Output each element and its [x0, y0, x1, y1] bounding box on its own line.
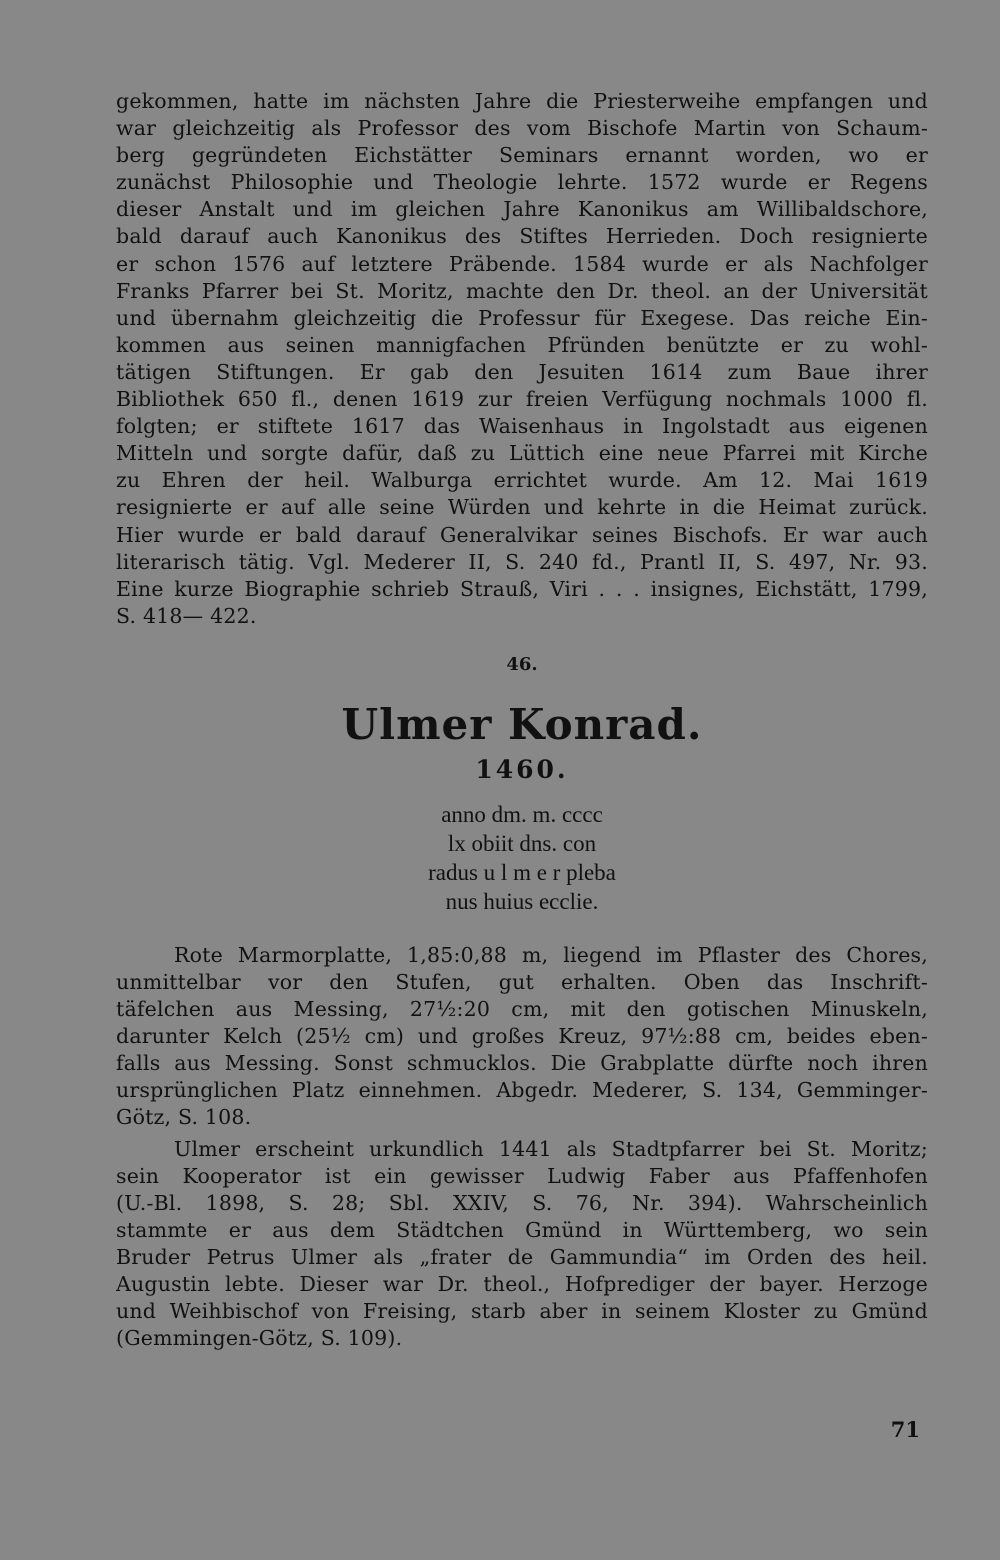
text-line: zunächst Philosophie und Theologie lehrte. 1572 wurde er Regens: [116, 170, 928, 195]
text-line: Eine kurze Biographie schrieb Strauß, Viri . . . insignes, Eichstätt, 1799,: [116, 576, 928, 601]
text-line: sein Kooperator ist ein gewisser Ludwig Faber aus Pfaffenhofen: [116, 1163, 928, 1188]
text-line: Mitteln und sorgte dafür, daß zu Lüttich eine neue Pfarrei mit Kirche: [116, 441, 928, 466]
text-line: Bruder Petrus Ulmer als „frater de Gammundia“ im Orden des heil.: [116, 1244, 928, 1269]
text-line: resignierte er auf alle seine Würden und kehrte in die Heimat zurück.: [116, 495, 928, 520]
text-line: Augustin lebte. Dieser war Dr. theol., Hofprediger der bayer. Herzoge: [116, 1272, 928, 1296]
description-paragraph: [116, 942, 928, 1132]
text-line: tätigen Stiftungen. Er gab den Jesuiten 1614 zum Baue ihrer: [116, 359, 928, 384]
text-line: Ulmer erscheint urkundlich 1441 als Stadtpfarrer bei St. Moritz;: [174, 1136, 928, 1161]
inscription-line: anno dm. m. cccc: [441, 801, 603, 827]
text-line: und Weihbischof von Freising, starb aber in seinem Kloster zu Gmünd: [116, 1299, 928, 1324]
text-line: falls aus Messing. Sonst schmucklos. Die Grabplatte dürfte noch ihren: [116, 1051, 928, 1076]
text-line: kommen aus seinen mannigfachen Pfründen benützte er zu wohl-: [116, 332, 928, 357]
text-line: folgten; er stiftete 1617 das Waisenhaus in Ingolstadt aus eigenen: [116, 414, 928, 439]
year-heading: 1460.: [475, 754, 569, 784]
text-line: war gleichzeitig als Professor des vom Bischofe Martin von Schaum-: [116, 116, 928, 141]
page-number: 71: [890, 1417, 920, 1442]
text-line: ursprünglichen Platz einnehmen. Abgedr. Mederer, S. 134, Gemminger-: [116, 1078, 928, 1103]
biography-paragraph: [116, 1136, 928, 1353]
text-line: Franks Pfarrer bei St. Moritz, machte den Dr. theol. an der Universität: [116, 278, 928, 303]
text-line: Bibliothek 650 fl., denen 1619 zur freien Verfügung nochmals 1000 fl.: [116, 387, 928, 412]
text-line: berg gegründeten Eichstätter Seminars ernannt worden, wo er: [116, 143, 928, 168]
text-line: literarisch tätig. Vgl. Mederer II, S. 240 fd., Prantl II, S. 497, Nr. 93.: [116, 549, 928, 574]
text-line: unmittelbar vor den Stufen, gut erhalten. Oben das Inschrift-: [116, 969, 928, 994]
inscription: [116, 800, 928, 916]
text-line: Hier wurde er bald darauf Generalvikar seines Bischofs. Er war auch: [116, 522, 928, 547]
text-line: Götz, S. 108.: [116, 1105, 252, 1130]
text-line: täfelchen aus Messing, 27½:20 cm, mit den gotischen Minuskeln,: [116, 997, 928, 1022]
text-line: S. 418— 422.: [116, 603, 257, 628]
inscription-line: lx obiit dns. con: [447, 830, 597, 856]
text-line: bald darauf auch Kanonikus des Stiftes Herrieden. Doch resignierte: [116, 224, 928, 249]
text-line: darunter Kelch (25½ cm) und großes Kreuz, 97½:88 cm, beides eben-: [116, 1024, 928, 1049]
text-line: (U.-Bl. 1898, S. 28; Sbl. XXIV, S. 76, Nr. 394). Wahrscheinlich: [116, 1190, 928, 1215]
text-line: (Gemmingen-Götz, S. 109).: [116, 1326, 403, 1351]
page-content: [116, 88, 928, 1352]
name-heading: Ulmer Konrad.: [341, 699, 703, 749]
text-line: dieser Anstalt und im gleichen Jahre Kanonikus am Willibaldschore,: [116, 197, 928, 222]
text-line: er schon 1576 auf letztere Präbende. 1584 wurde er als Nachfolger: [116, 251, 928, 276]
inscription-line: radus u l m e r pleba: [428, 859, 616, 885]
section-number: 46.: [506, 653, 538, 675]
text-line: gekommen, hatte im nächsten Jahre die Priesterweihe empfangen und: [116, 89, 928, 113]
text-line: und übernahm gleichzeitig die Professur für Exegese. Das reiche Ein-: [116, 305, 928, 330]
text-line: zu Ehren der heil. Walburga errichtet wurde. Am 12. Mai 1619: [116, 468, 928, 493]
intro-paragraph: [116, 88, 928, 630]
text-line: stammte er aus dem Städtchen Gmünd in Württemberg, wo sein: [116, 1217, 928, 1242]
text-line: Rote Marmorplatte, 1,85:0,88 m, liegend im Pflaster des Chores,: [174, 942, 928, 967]
inscription-line: nus huius ecclie.: [445, 888, 599, 914]
